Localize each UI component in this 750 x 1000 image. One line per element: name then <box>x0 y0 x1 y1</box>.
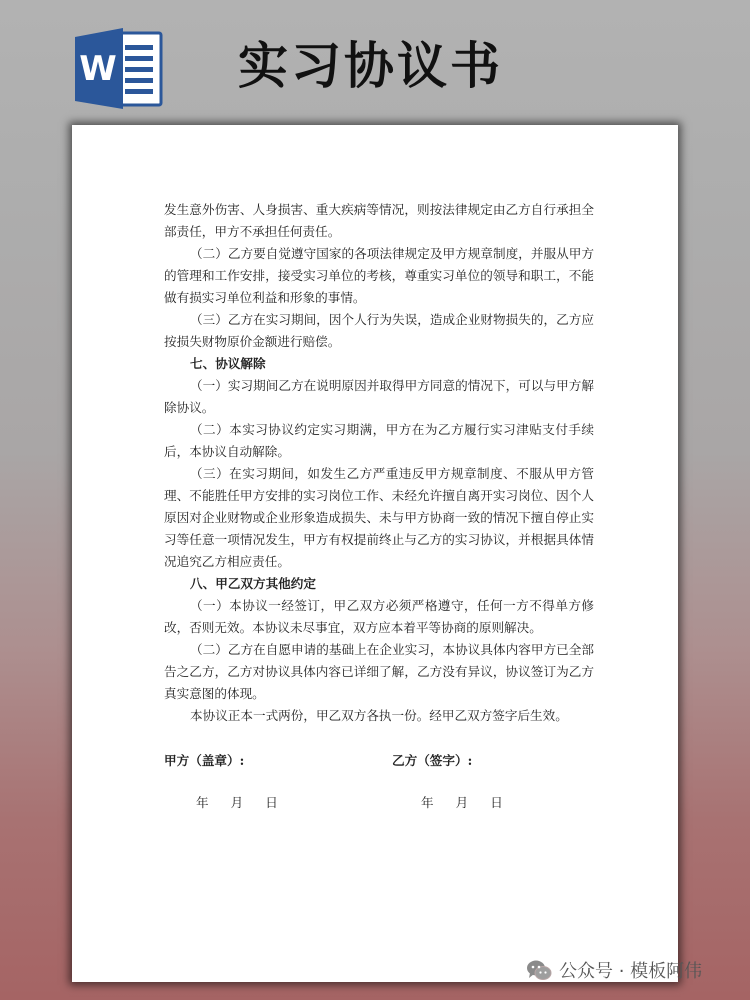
section-heading: 七、协议解除 <box>190 356 266 371</box>
watermark-text: 公众号 · 模板阿伟 <box>559 961 703 982</box>
party-b-signature-label: 乙方（签字）: <box>392 753 473 768</box>
section-heading: 八、甲乙双方其他约定 <box>190 576 316 591</box>
word-icon <box>75 25 165 111</box>
paragraph: （三）在实习期间，如发生乙方严重违反甲方规章制度、不服从甲方管理、不能胜任甲方安排的实习岗位工作、未经允许擅自离开实习岗位、因个人原因对企业财物或企业形象造成损失、未与甲方协商一致的情况下擅自停止实习等任意一项情况发生，甲方有权提前终止与乙方的实习协议，并根据具体情况追究乙方相应责任。 <box>164 466 594 569</box>
document-title: 实习协议书 <box>238 37 503 95</box>
paragraph: （三）乙方在实习期间，因个人行为失误，造成企业财物损失的，乙方应按损失财物原价金额进行赔偿。 <box>164 312 594 349</box>
document-body <box>164 199 594 727</box>
paragraph: 发生意外伤害、人身损害、重大疾病等情况，则按法律规定由乙方自行承担全部责任，甲方不承担任何责任。 <box>164 202 594 239</box>
wechat-icon <box>525 956 553 984</box>
header <box>0 0 750 122</box>
paragraph: 本协议正本一式两份，甲乙双方各执一份。经甲乙双方签字后生效。 <box>190 708 568 723</box>
paragraph: （二）本实习协议约定实习期满，甲方在为乙方履行实习津贴支付手续后，本协议自动解除。 <box>164 422 594 459</box>
paragraph: （一）实习期间乙方在说明原因并取得甲方同意的情况下，可以与甲方解除协议。 <box>164 378 594 415</box>
document-page <box>72 125 678 982</box>
party-b-date: 年 月 日 <box>421 795 503 810</box>
party-a-signature-label: 甲方（盖章）: <box>164 753 245 768</box>
party-a-date: 年 月 日 <box>196 795 278 810</box>
svg-text:W: W <box>79 49 117 89</box>
watermark <box>525 956 702 984</box>
paragraph: （二）乙方要自觉遵守国家的各项法律规定及甲方规章制度，并服从甲方的管理和工作安排，接受实习单位的考核，尊重实习单位的领导和职工，不能做有损实习单位利益和形象的事情。 <box>164 246 594 305</box>
paragraph: （二）乙方在自愿申请的基础上在企业实习，本协议具体内容甲方已全部告之乙方，乙方对协议具体内容已详细了解，乙方没有异议，协议签订为乙方真实意图的体现。 <box>164 642 594 701</box>
paragraph: （一）本协议一经签订，甲乙双方必须严格遵守，任何一方不得单方修改，否则无效。本协议未尽事宜，双方应本着平等协商的原则解决。 <box>164 598 594 635</box>
